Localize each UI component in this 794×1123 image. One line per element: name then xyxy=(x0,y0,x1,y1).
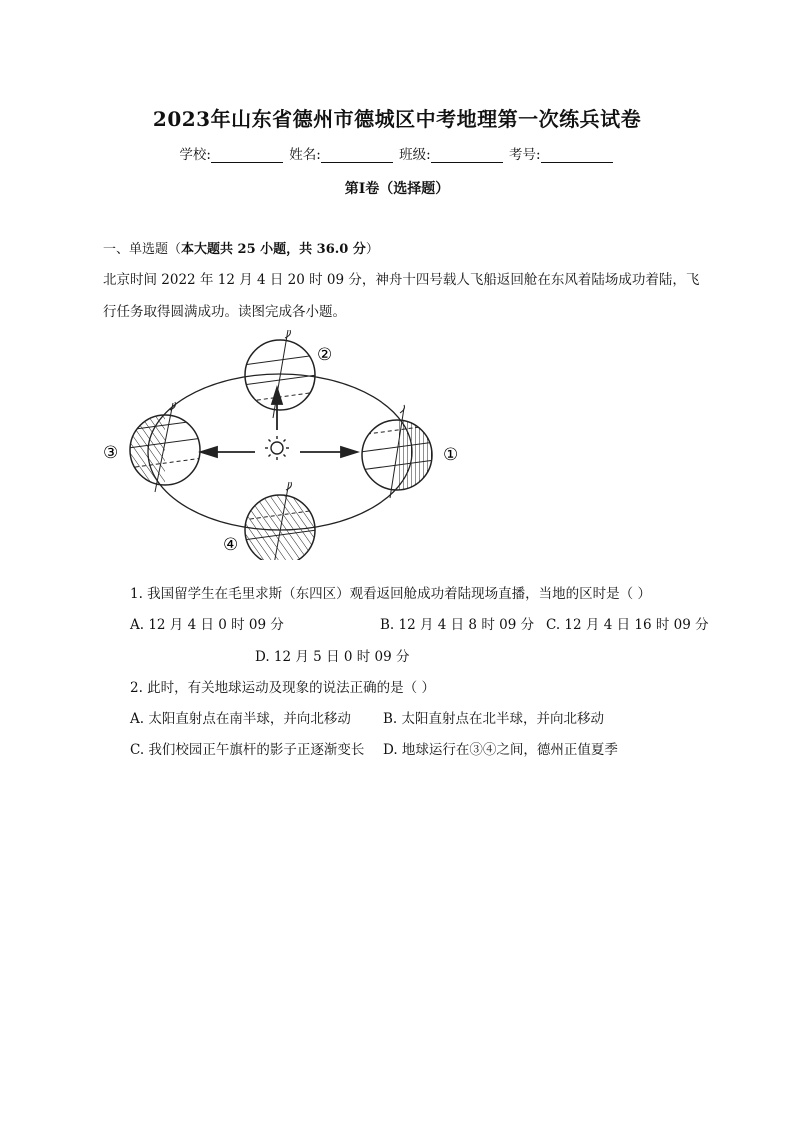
question-2-option-a[interactable]: A. 太阳直射点在南半球，并向北移动 xyxy=(130,711,351,727)
question-2-option-b[interactable]: B. 太阳直射点在北半球，并向北移动 xyxy=(383,711,605,727)
question-2-option-d[interactable]: D. 地球运行在③④之间，德州正值夏季 xyxy=(383,742,618,758)
earth-orbit-diagram xyxy=(95,330,465,560)
sun-icon xyxy=(265,436,289,460)
section-heading-end: ） xyxy=(365,242,379,257)
school-blank[interactable] xyxy=(211,148,283,163)
exam-number-field-label: 考号: xyxy=(509,147,541,163)
earth-globe-icon xyxy=(125,402,203,492)
position-label-2: ② xyxy=(317,345,333,365)
section-heading xyxy=(103,238,379,257)
page-title: 2023年山东省德州市德城区中考地理第一次练兵试卷 xyxy=(152,107,642,131)
position-label-4: ④ xyxy=(223,535,239,555)
question-2-option-c[interactable]: C. 我们校园正午旗杆的影子正逐渐变长 xyxy=(130,742,365,758)
name-blank[interactable] xyxy=(321,148,393,163)
name-field-label: 姓名: xyxy=(289,147,321,163)
intro-line-2: 行任务取得圆满成功。读图完成各小题。 xyxy=(103,304,346,320)
class-blank[interactable] xyxy=(431,148,503,163)
question-1-option-d[interactable]: D. 12 月 5 日 0 时 09 分 xyxy=(255,649,410,665)
school-field-label: 学校: xyxy=(179,147,211,163)
question-1-option-a[interactable]: A. 12 月 4 日 0 时 09 分 xyxy=(130,617,284,633)
question-1-stem: 1. 我国留学生在毛里求斯（东四区）观看返回舱成功着陆现场直播，当地的区时是（ ） xyxy=(130,586,651,602)
student-info-line xyxy=(0,143,794,163)
section-heading-count: 本大题共 25 小题，共 36.0 分 xyxy=(181,242,366,257)
section-heading-start: 一、单选题（ xyxy=(103,242,182,257)
question-2-stem: 2. 此时，有关地球运动及现象的说法正确的是（ ） xyxy=(130,680,435,696)
volume-heading: 第I卷（选择题） xyxy=(344,181,450,197)
class-field-label: 班级: xyxy=(399,147,431,163)
earth-globe-icon xyxy=(243,330,317,418)
exam-number-blank[interactable] xyxy=(541,148,613,163)
intro-line-1: 北京时间 2022 年 12 月 4 日 20 时 09 分，神舟十四号载人飞船返回舱在东风着陆场成功着陆，飞 xyxy=(103,272,700,288)
earth-globe-icon xyxy=(243,482,318,560)
position-label-3: ③ xyxy=(103,443,119,463)
question-1-option-c[interactable]: C. 12 月 4 日 16 时 09 分 xyxy=(546,617,709,633)
earth-globe-icon xyxy=(360,405,437,498)
question-1-option-b[interactable]: B. 12 月 4 日 8 时 09 分 xyxy=(380,617,535,633)
position-label-1: ① xyxy=(443,445,459,465)
